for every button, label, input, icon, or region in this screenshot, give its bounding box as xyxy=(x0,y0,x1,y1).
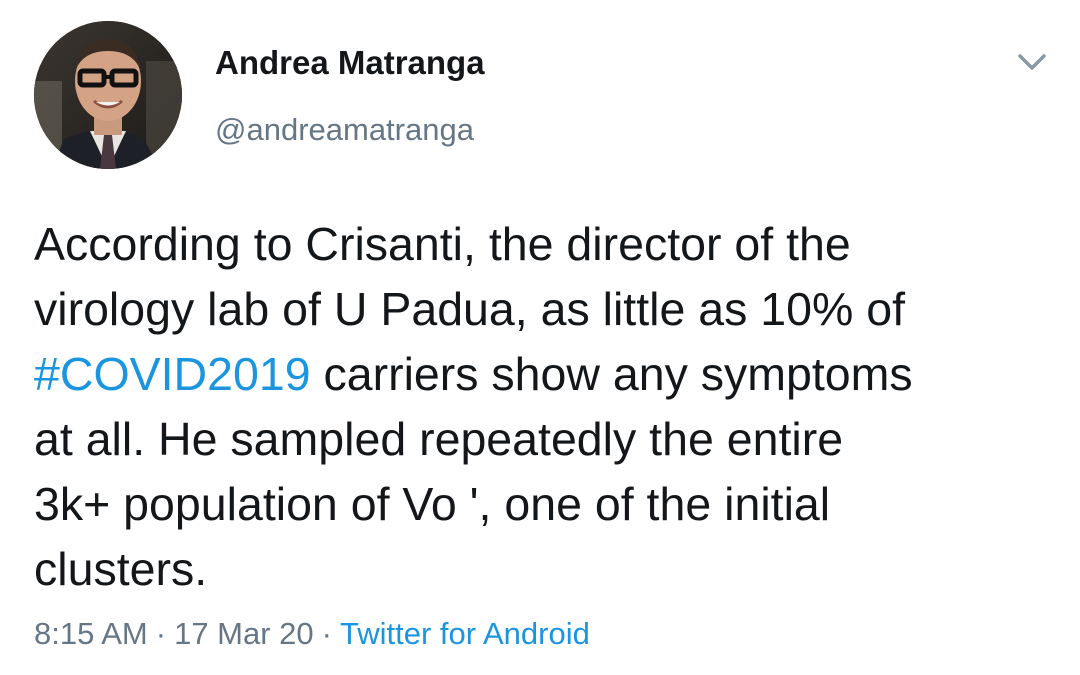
author-handle[interactable]: @andreamatranga xyxy=(215,112,474,147)
tweet-text-line: carriers show any symptoms xyxy=(310,348,913,400)
tweet-text xyxy=(34,212,1054,602)
tweet-text-line: clusters. xyxy=(34,543,208,595)
avatar-photo xyxy=(34,21,182,169)
tweet-text-line: virology lab of U Padua, as little as 10% of xyxy=(34,283,906,335)
tweet-text-line: According to Crisanti, the director of the xyxy=(34,218,851,270)
chevron-down-icon xyxy=(1012,44,1052,80)
tweet-menu-button[interactable] xyxy=(1012,44,1052,80)
tweet-time[interactable]: 8:15 AM xyxy=(34,616,148,651)
meta-separator: · xyxy=(321,616,332,651)
meta-separator: · xyxy=(155,616,167,651)
hashtag-link[interactable]: #COVID2019 xyxy=(34,348,311,400)
author-display-name[interactable]: Andrea Matranga xyxy=(215,44,485,81)
tweet-text-line: at all. He sampled repeatedly the entire xyxy=(34,413,844,465)
tweet-text-line: 3k+ population of Vo ', one of the initial xyxy=(34,478,831,530)
tweet-source-link[interactable]: Twitter for Android xyxy=(339,616,590,651)
tweet-date[interactable]: 17 Mar 20 xyxy=(174,616,314,651)
avatar[interactable] xyxy=(34,21,182,169)
tweet-meta xyxy=(34,616,590,652)
